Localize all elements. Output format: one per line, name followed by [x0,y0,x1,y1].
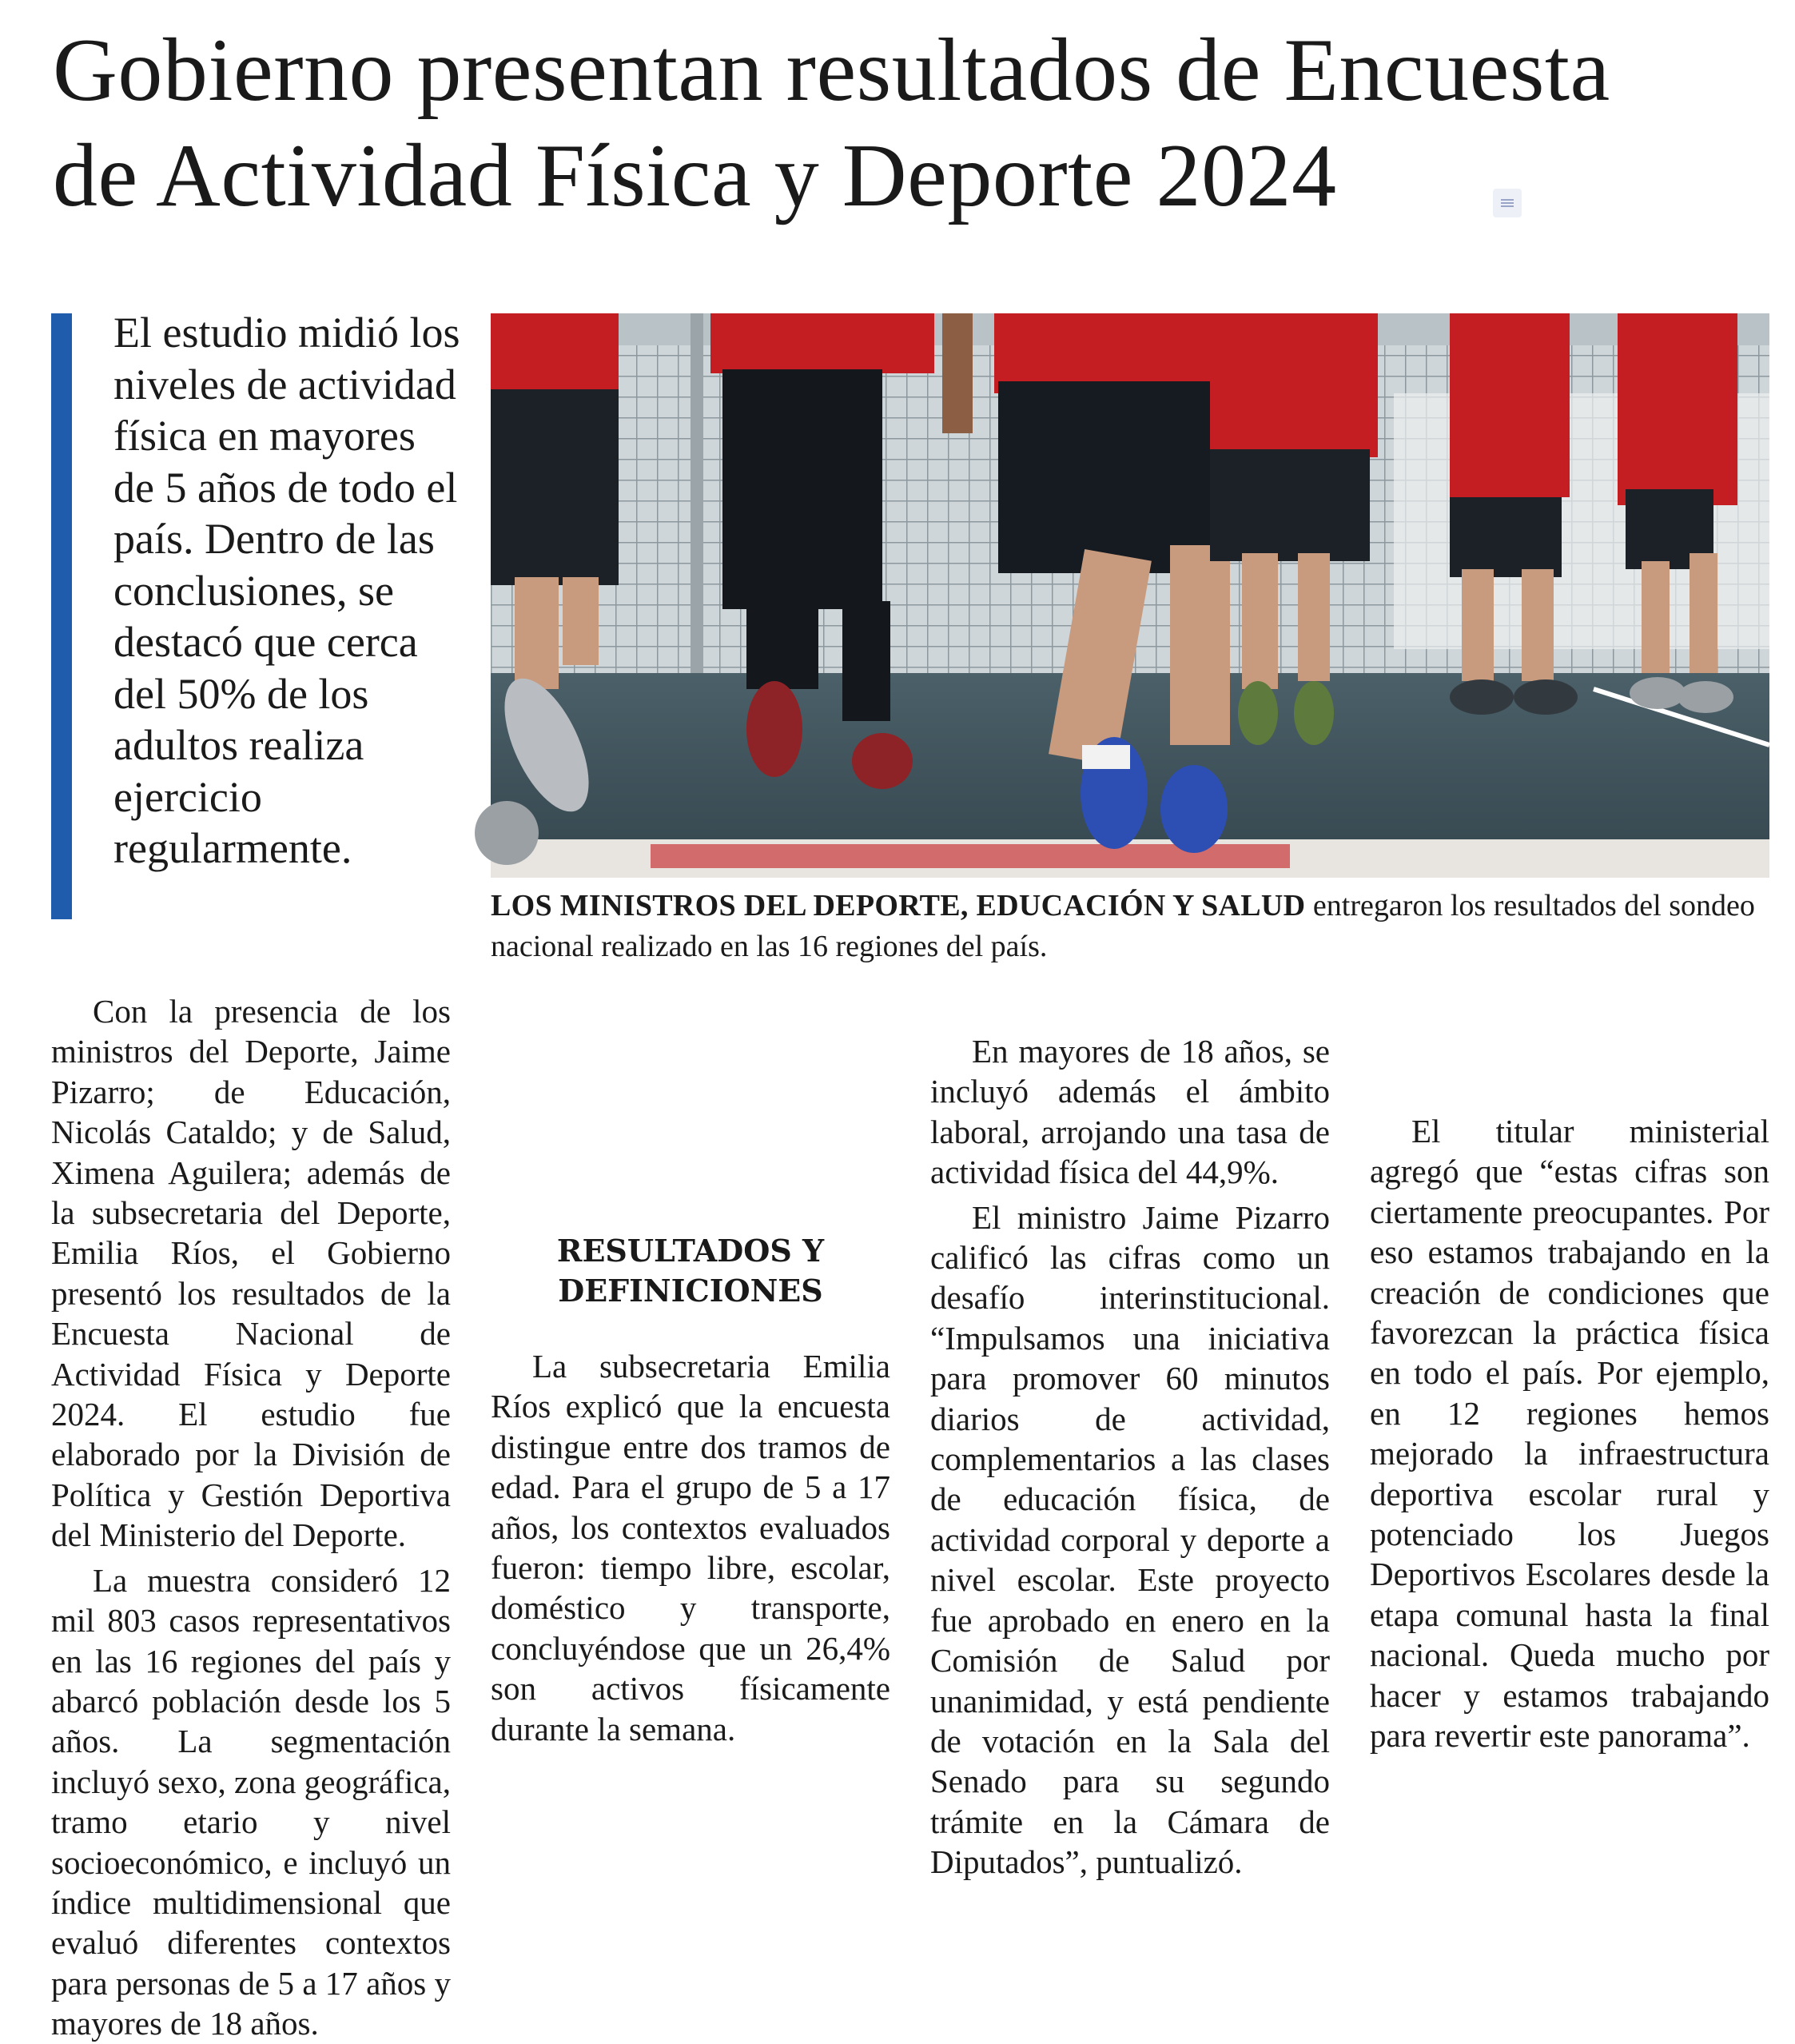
section-subheading [491,1231,890,1311]
column-2 [491,991,890,1863]
subheading-line-1: RESULTADOS Y [556,1233,825,1269]
body-paragraph-4: En mayores de 18 años, se incluyó además el ámbito laboral, arrojando una tasa de actividad física del 44,9%. [930,1033,1330,1191]
body-paragraph-6: El titular ministerial agregó que “estas cifras son ciertamente preocupantes. Por eso estamos trabajando en la creación de condiciones que favorezcan la práctica física en todo el país. Por ejemplo, en 12 regiones hemos mejorado la infraestructura deportiva escolar rural y potenciado los Juegos Deportivos Escolares desde la etapa comunal hasta la final nacional. Queda mucho por hacer y estamos trabajando para revertir este panorama”. [1370,1113,1769,1755]
column-1 [51,991,451,2042]
headline-line-1: Gobierno presentan resultados de Encuesta [53,21,1610,120]
lede-accent-bar [51,313,72,919]
column-3 [930,991,1330,1881]
caption-rest: entregaron los resultados del sondeo nacional realizado en las 16 regiones del país. [491,889,1755,963]
body-paragraph-3: La subsecretaria Emilia Ríos explicó que la encuesta distingue entre dos tramos de edad. Para el grupo de 5 a 17 años, los contextos evaluados fueron: tiempo libre, escolar, doméstico y transporte, concluyéndose que un 26,4% son activos físicamente durante la semana. [491,1348,890,1747]
column-4 [1370,991,1769,1863]
photo-caption [491,886,1769,967]
headline-line-2: de Actividad Física y Deporte 2024 [53,126,1337,225]
body-paragraph-2: La muestra consideró 12 mil 803 casos representativos en las 16 regiones del país y abarcó población desde los 5 años. La segmentación incluyó sexo, zona geográfica, tramo etario y nivel socioeconómico, e incluyó un índice multidimensional que evaluó diferentes contextos para personas de 5 a 17 años y mayores de 18 años. [51,1561,451,2042]
body-paragraph-5: El ministro Jaime Pizarro calificó las cifras como un desafío interinstitucional. “Impulsamos una iniciativa para promover 60 minutos diarios de actividad, complementarios a las clases de educación física, de actividad corporal y deporte a nivel escolar. Este proyecto fue aprobado en enero en la Comisión de Salud por unanimidad, y está pendiente de votación en la Sala del Senado para su segundo trámite en la Cámara de Diputados”, puntualizó. [930,1198,1330,1881]
lede-text: El estudio midió los niveles de actividad física en mayores de 5 años de todo el país. Dentro de las conclusiones, se destacó que cerca del 50% de los adultos realiza ejercicio regularmente. [113,309,460,872]
body-paragraph-1: Con la presencia de los ministros del Deporte, Jaime Pizarro; de Educación, Nicolás Cataldo; y de Salud, Ximena Aguilera; además de la subsecretaria del Deporte, Emilia Ríos, el Gobierno presentó los resultados de la Encuesta Nacional de Actividad Física y Deporte 2024. El estudio fue elaborado por la División de Política y Gestión Deportiva del Ministerio del Deporte. [51,993,451,1554]
article-photo [491,313,1769,878]
caption-bold: LOS MINISTROS DEL DEPORTE, EDUCACIÓN Y SALUD [491,889,1306,922]
note-icon[interactable] [1493,189,1522,217]
subheading-line-2: DEFINICIONES [558,1273,823,1309]
